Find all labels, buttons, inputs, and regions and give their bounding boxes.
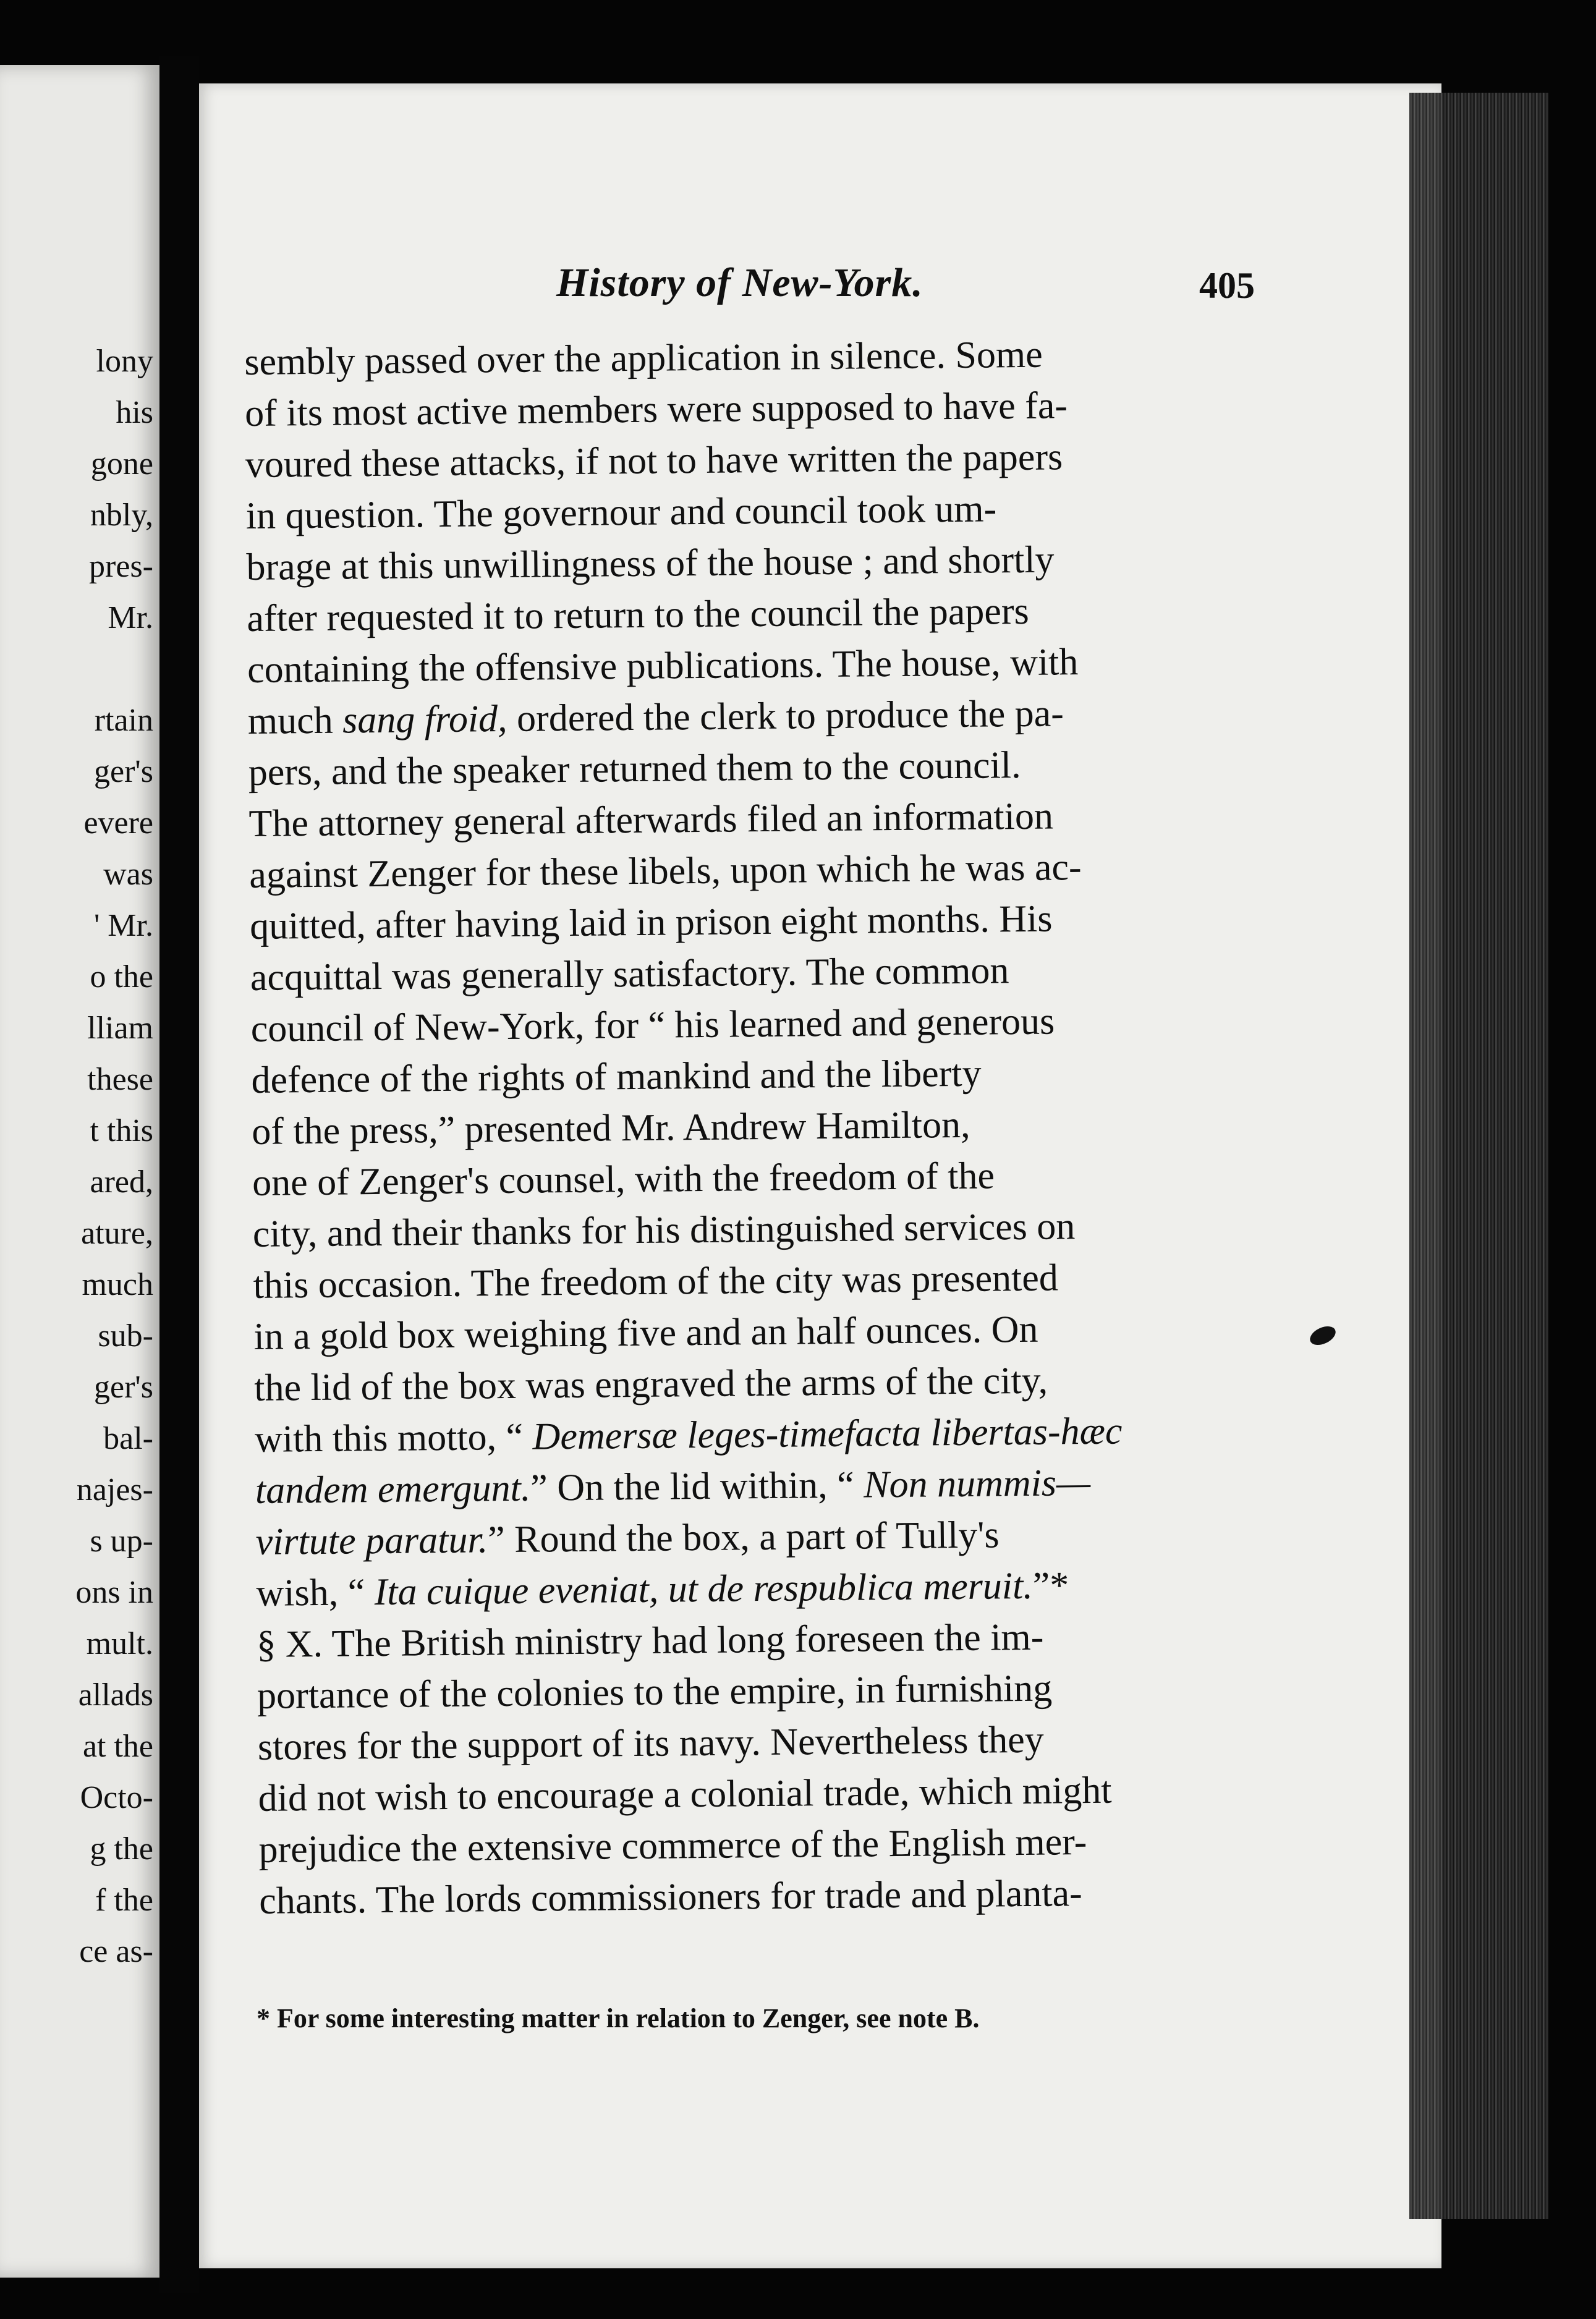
text-line: [253, 1250, 1258, 1312]
text-line: [258, 1712, 1263, 1773]
text-line: [259, 1866, 1264, 1927]
roman-text: pers, and the speaker returned them to the council.: [248, 744, 1021, 794]
roman-text: after requested it to return to the council the papers: [247, 590, 1029, 640]
text-line: [256, 1558, 1261, 1619]
roman-text: wish, “: [256, 1571, 375, 1614]
text-line: [248, 686, 1253, 747]
body-text: [244, 327, 1264, 1927]
text-line: [250, 994, 1255, 1055]
text-line: [254, 1353, 1259, 1414]
running-head: [352, 260, 1255, 315]
roman-text: quitted, after having laid in prison eight months. His: [249, 897, 1053, 948]
roman-text: council of New-York, for “ his learned and generous: [250, 1000, 1055, 1050]
text-line: [250, 891, 1255, 952]
text-line: [245, 378, 1250, 439]
previous-page-line: o the: [90, 959, 153, 994]
previous-page-line: nbly,: [90, 498, 153, 533]
previous-page-line: sub-: [98, 1318, 153, 1354]
previous-page-line: najes-: [76, 1472, 153, 1507]
previous-page-line: ce as-: [79, 1934, 153, 1969]
previous-page-line: at the: [82, 1729, 153, 1764]
roman-text: ” On the lid within, “: [530, 1464, 864, 1509]
roman-text: of its most active members were supposed to have fa-: [244, 384, 1068, 435]
text-line: [253, 1302, 1259, 1363]
roman-text: of the press,” presented Mr. Andrew Hamilton,: [252, 1103, 970, 1153]
previous-page-line: t this: [90, 1113, 153, 1148]
roman-text: ” Round the box, a part of Tully's: [487, 1514, 1000, 1561]
previous-page-line: ' Mr.: [93, 908, 153, 943]
italic-text: Demersæ leges-timefacta libertas-hæc: [532, 1410, 1123, 1458]
previous-page-text: [0, 336, 153, 1977]
roman-text: The attorney general afterwards filed an information: [248, 795, 1054, 845]
roman-text: portance of the colonies to the empire, in furnishing: [257, 1667, 1053, 1717]
text-line: [257, 1661, 1262, 1722]
roman-text: stores for the support of its navy. Nevertheless they: [257, 1718, 1045, 1768]
italic-text: virtute paratur.: [255, 1519, 488, 1563]
roman-text: chants. The lords commissioners for trade and planta-: [258, 1872, 1083, 1922]
book-gutter: [159, 56, 199, 2293]
roman-text: much: [247, 699, 343, 742]
roman-text: in question. The governour and council took um-: [245, 488, 997, 537]
page-number: 405: [1199, 265, 1255, 306]
page-edge-stack: [1409, 93, 1548, 2219]
text-line: [253, 1199, 1258, 1260]
text-line: [248, 737, 1253, 799]
previous-page-line: pres-: [89, 549, 153, 584]
text-line: [248, 789, 1254, 850]
text-line: [244, 327, 1249, 388]
roman-text: did not wish to encourage a colonial trade, which might: [258, 1769, 1112, 1820]
text-line: [250, 943, 1255, 1004]
text-line: [249, 840, 1254, 901]
text-line: [255, 1507, 1260, 1568]
previous-page-line: rtain: [94, 703, 153, 738]
previous-page-line: evere: [83, 805, 153, 841]
roman-text: with this motto, “: [254, 1415, 533, 1461]
roman-text: prejudice the extensive commerce of the English mer-: [258, 1821, 1087, 1871]
text-line: [258, 1763, 1263, 1825]
previous-page-line: lony: [96, 344, 153, 379]
previous-page-line: [0, 643, 153, 695]
roman-text: containing the offensive publications. The house, with: [247, 641, 1079, 691]
roman-text: city, and their thanks for his distinguished services on: [252, 1205, 1076, 1255]
text-line: [252, 1148, 1257, 1209]
text-line: [245, 430, 1250, 491]
previous-page-line: ature,: [81, 1216, 153, 1251]
previous-page-line: ared,: [90, 1164, 153, 1200]
previous-page-line: bal-: [103, 1421, 153, 1456]
previous-page-line: ons in: [75, 1575, 153, 1610]
italic-text: Ita cuique eveniat, ut de respublica meruit.: [374, 1564, 1034, 1614]
roman-text: in a gold box weighing five and an half ounces. On: [253, 1308, 1038, 1358]
previous-page-line: allads: [78, 1677, 153, 1713]
previous-page-line: Octo-: [80, 1780, 153, 1815]
italic-text: sang froid,: [342, 697, 507, 742]
roman-text: sembly passed over the application in silence. Some: [244, 333, 1043, 383]
roman-text: brage at this unwillingness of the house ; and shortly: [246, 538, 1055, 588]
text-line: [247, 583, 1252, 645]
previous-page-line: f the: [95, 1883, 153, 1918]
italic-text: tandem emergunt.: [255, 1467, 531, 1512]
previous-page-line: gone: [90, 446, 153, 481]
previous-page-line: s up-: [90, 1524, 153, 1559]
previous-page-line: Mr.: [108, 600, 153, 635]
text-line: [251, 1045, 1256, 1106]
text-line: [247, 635, 1252, 696]
text-line: [258, 1815, 1263, 1876]
roman-text: the lid of the box was engraved the arms of the city,: [254, 1359, 1048, 1409]
roman-text: this occasion. The freedom of the city was presented: [253, 1257, 1059, 1307]
running-title: History of New-York.: [556, 260, 923, 305]
roman-text: § X. The British ministry had long foreseen the im-: [256, 1616, 1044, 1666]
previous-page-line: lliam: [87, 1011, 153, 1046]
roman-text: defence of the rights of mankind and the liberty: [251, 1052, 982, 1101]
roman-text: voured these attacks, if not to have written the papers: [245, 436, 1063, 486]
text-line: [255, 1404, 1260, 1465]
previous-page-line: was: [103, 857, 153, 892]
previous-page-line: mult.: [86, 1626, 153, 1661]
roman-text: ”*: [1032, 1564, 1069, 1607]
text-line: [255, 1456, 1260, 1517]
text-line: [257, 1609, 1262, 1671]
roman-text: ordered the clerk to produce the pa-: [507, 692, 1064, 740]
footnote: * For some interesting matter in relation to Zenger, see note B.: [257, 2003, 980, 2033]
previous-page-line: much: [82, 1267, 153, 1302]
previous-page-line: ger's: [93, 754, 153, 789]
previous-page-line: ger's: [93, 1370, 153, 1405]
text-line: [252, 1096, 1257, 1158]
previous-page-line: these: [87, 1062, 153, 1097]
text-line: [246, 532, 1251, 593]
italic-text: Non nummis—: [863, 1461, 1091, 1506]
roman-text: against Zenger for these libels, upon which he was ac-: [249, 846, 1082, 896]
roman-text: one of Zenger's counsel, with the freedom of the: [252, 1155, 995, 1204]
previous-page-line: his: [116, 395, 153, 430]
previous-page-line: g the: [90, 1831, 153, 1867]
roman-text: acquittal was generally satisfactory. The common: [250, 949, 1009, 999]
text-line: [245, 481, 1250, 542]
previous-page: [0, 65, 159, 2278]
